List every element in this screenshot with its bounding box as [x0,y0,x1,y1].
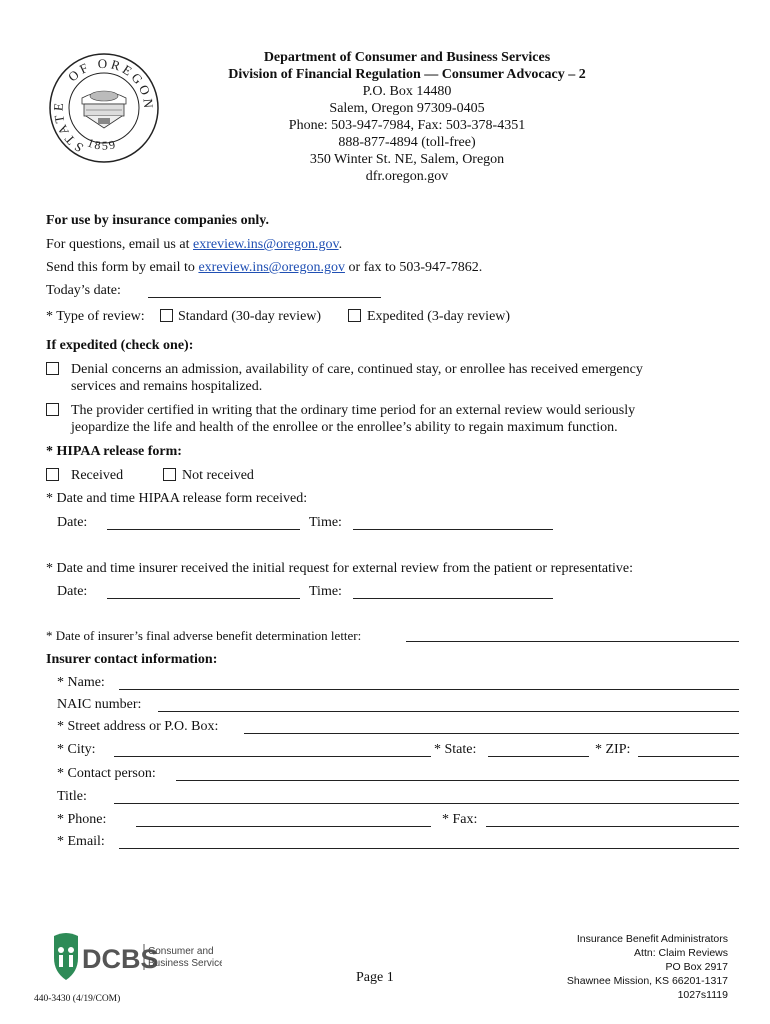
state-field[interactable] [488,756,589,757]
final-adverse-date-field[interactable] [406,641,739,642]
standard-review-checkbox[interactable] [160,309,173,322]
hipaa-not-received-label: Not received [182,468,254,483]
address-line2: Attn: Claim Reviews [634,947,728,959]
insurer-heading: Insurer contact information: [46,652,218,667]
email-label: * Email: [57,834,105,849]
title-field[interactable] [114,803,739,804]
dcbs-logo-sub1: Consumer and [148,946,214,957]
denial-concerns-checkbox[interactable] [46,362,59,375]
zip-label: * ZIP: [595,742,631,757]
expedited-review-checkbox[interactable] [348,309,361,322]
address-line4: Shawnee Mission, KS 66201-1317 [566,975,728,987]
header-city: Salem, Oregon 97309-0405 [329,101,485,116]
city-label: * City: [57,742,96,757]
zip-field[interactable] [638,756,739,757]
contact-person-field[interactable] [176,780,739,781]
initial-request-date-field[interactable] [107,598,300,599]
provider-certified-line2: jeopardize the life and health of the enrollee or the enrollee’s ability to regain maximum function. [71,420,618,435]
final-adverse-label: * Date of insurer’s final adverse benefit determination letter: [46,628,362,643]
street-label: * Street address or P.O. Box: [57,719,219,734]
denial-concerns-line1: Denial concerns an admission, availability of care, continued stay, or enrollee has received emergency [71,362,643,377]
email-field[interactable] [119,848,739,849]
address-line3: PO Box 2917 [665,961,728,973]
hipaa-date-field[interactable] [107,529,300,530]
expedited-heading: If expedited (check one): [46,338,194,353]
questions-line [46,236,342,253]
header-division: Division of Financial Regulation — Consumer Advocacy – 2 [228,67,586,82]
hipaa-received-checkbox[interactable] [46,468,59,481]
phone-field[interactable] [136,826,431,827]
expedited-review-label: Expedited (3-day review) [367,309,511,324]
hipaa-time-label: Time: [309,515,342,530]
header-po-box: P.O. Box 14480 [362,84,452,99]
agency-header [160,49,654,185]
dcbs-logo-sub2: Business Services [148,958,222,969]
todays-date-label: Today’s date: [46,283,121,298]
hipaa-not-received-checkbox[interactable] [163,468,176,481]
seal-icon [48,52,160,164]
fax-label: * Fax: [442,812,478,827]
header-street: 350 Winter St. NE, Salem, Oregon [309,152,505,167]
header-website: dfr.oregon.gov [365,169,449,184]
svg-text:STATE: STATE [50,99,86,156]
insurer-name-label: * Name: [57,675,105,690]
hipaa-date-label: Date: [57,515,88,530]
form-number: 440-3430 (4/19/COM) [34,994,121,1004]
contact-person-label: * Contact person: [57,766,156,781]
header-phone-fax: Phone: 503-947-7984, Fax: 503-378-4351 [288,118,526,133]
svg-text:OF OREGON: OF OREGON [64,55,157,112]
insurer-name-field[interactable] [119,689,739,690]
hipaa-datetime-label: * Date and time HIPAA release form received: [46,491,308,506]
hipaa-time-field[interactable] [353,529,553,530]
street-field[interactable] [244,733,739,734]
svg-text:1859: 1859 [85,135,119,153]
send-prefix: Send this form by email to [46,260,199,275]
state-label: * State: [434,742,477,757]
address-line5: 1027s1119 [677,989,728,1001]
hipaa-heading: * HIPAA release form: [46,444,182,459]
header-toll-free: 888-877-4894 (toll-free) [338,135,476,150]
phone-label: * Phone: [57,812,107,827]
todays-date-field[interactable] [148,297,381,298]
mailing-address-block [567,932,728,1002]
initial-request-time-field[interactable] [353,598,553,599]
provider-certified-checkbox[interactable] [46,403,59,416]
standard-review-label: Standard (30-day review) [178,309,322,324]
city-field[interactable] [114,756,431,757]
send-suffix: or fax to 503-947-7862. [344,260,483,275]
questions-prefix: For questions, email us at [46,237,193,252]
use-only-notice: For use by insurance companies only. [46,213,269,228]
initial-request-date-label: Date: [57,584,88,599]
questions-email-link[interactable]: exreview.ins@oregon.gov [193,237,339,252]
address-line1: Insurance Benefit Administrators [576,933,728,945]
send-line [46,259,482,276]
page-number: Page 1 [356,970,394,985]
hipaa-received-label: Received [71,468,124,483]
header-department: Department of Consumer and Business Services [263,50,551,65]
review-type-label: * Type of review: [46,309,145,324]
naic-field[interactable] [158,711,739,712]
initial-request-label: * Date and time insurer received the initial request for external review from the patient or representative: [46,561,633,576]
title-label: Title: [57,789,87,804]
fax-field[interactable] [486,826,739,827]
provider-certified-line1: The provider certified in writing that the ordinary time period for an external review would seriously [71,403,636,418]
send-email-link[interactable]: exreview.ins@oregon.gov [198,260,345,275]
naic-label: NAIC number: [57,697,142,712]
dcbs-logo-text: DCBS [82,944,159,974]
dcbs-shield-icon [52,930,222,982]
dcbs-logo [52,930,222,982]
initial-request-time-label: Time: [309,584,342,599]
oregon-state-seal [48,52,160,164]
denial-concerns-line2: services and remains hospitalized. [71,379,263,394]
questions-suffix: . [338,237,343,252]
